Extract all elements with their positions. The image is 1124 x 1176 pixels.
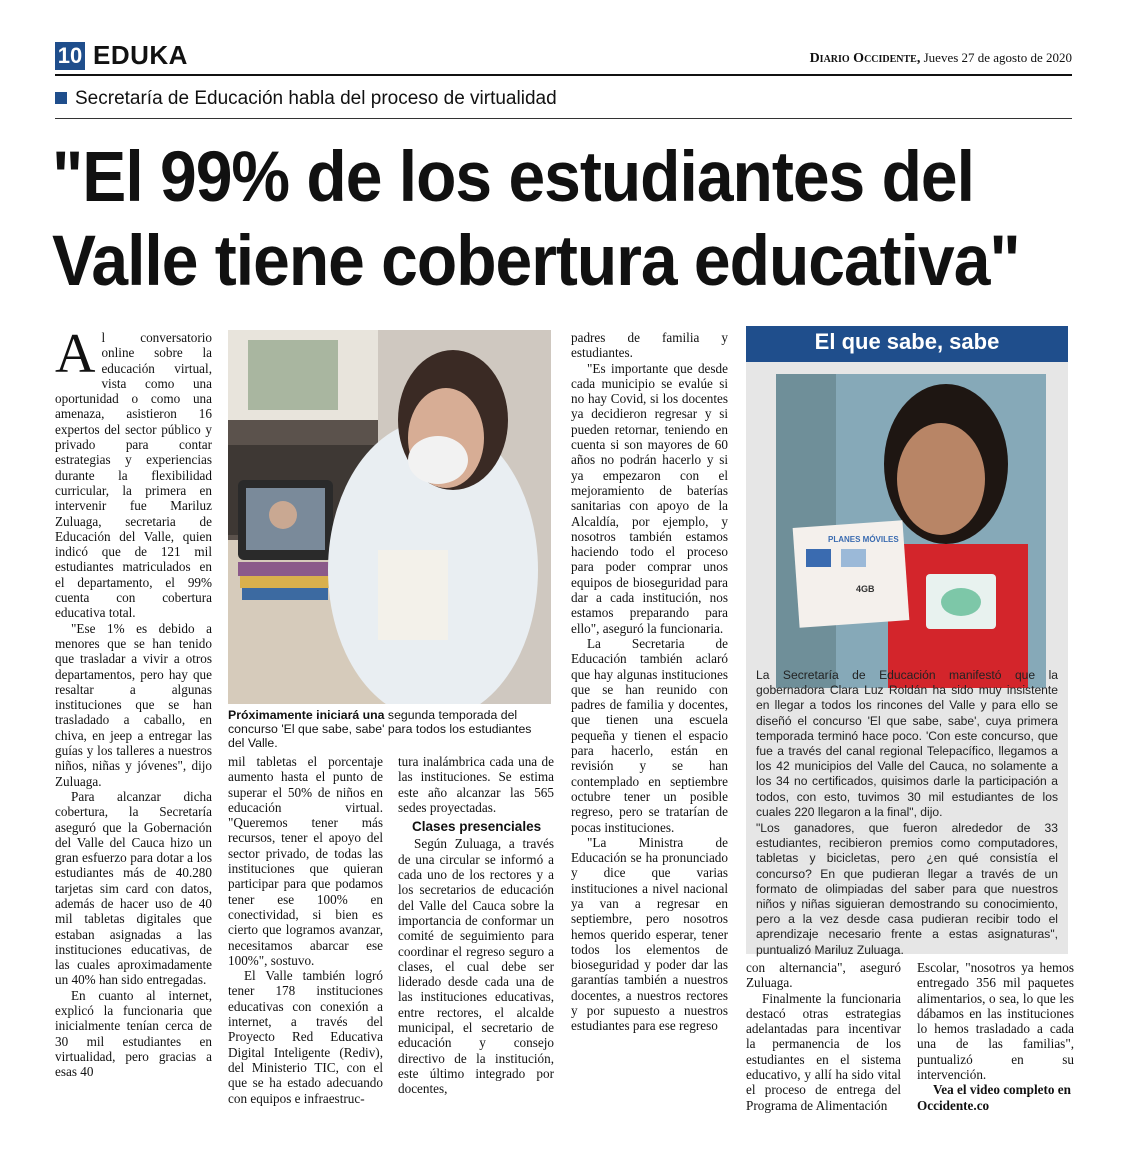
article-paragraph: Según Zuluaga, a través de una circular se informó a cada uno de los rectores y a los secretarios de educación del Valle del Cauca sobre la importancia de conformar un comité de seguimiento para coordinar el regreso seguro a clases, el cual debe ser liderado desde cada una de las instituciones educativas, entre rectores, el alcalde municipal, el secretario de educación y consejo directivo de la institución, este último integrado por docentes, bbox=[398, 836, 554, 1097]
kicker-rule bbox=[55, 118, 1072, 119]
article-paragraph: Finalmente la funcionaria destacó otras estrategias adelantadas para incentivar la permanencia de los estudiantes en el sistema educativo, y allí ha sido vital el proceso de entrega del Programa de Alimentación bbox=[746, 990, 901, 1113]
article-column-3 bbox=[398, 754, 554, 1097]
square-bullet-icon bbox=[55, 92, 67, 104]
article-paragraph: Escolar, "nosotros ya hemos entregado 356 mil paquetes alimentarios, o sea, lo que les dábamos en las instituciones lo hemos trasladado a cada una de las familias", puntualizó en su intervención. bbox=[917, 960, 1074, 1083]
newspaper-name: Diario Occidente, bbox=[809, 51, 921, 66]
article-paragraph: "Es importante que desde cada municipio se evalúe si no hay Covid, si los docentes ya decidieron regresar y si pueden retornar, teniendo en cuenta si son mayores de 60 años no podrán hacerlo y si ya empezaron con el mejoramiento de baterías sanitarias con apoyo de la Alcaldía, por ejemplo, y nosotros también estamos haciendo todo el proceso para poder comprar unos equipos de bioseguridad para dar a cada institución, nos estamos preparando para ello", aseguró la funcionaria. bbox=[571, 360, 728, 636]
headline-line-2: Valle tiene cobertura educativa" bbox=[52, 220, 1020, 301]
sidebar-text bbox=[756, 668, 1058, 959]
article-paragraph: tura inalámbrica cada una de las instituciones. Se estima este año alcanzar las 565 sedes proyectadas. bbox=[398, 754, 554, 815]
article-column-6 bbox=[917, 960, 1074, 1113]
kicker-text: Secretaría de Educación habla del proceso de virtualidad bbox=[75, 88, 557, 109]
dropcap: A bbox=[55, 323, 96, 385]
flyer-heading: PLANES MÓVILES bbox=[828, 535, 899, 544]
woman-with-tablet-image bbox=[228, 330, 551, 704]
subheading: Clases presenciales bbox=[412, 819, 542, 835]
kicker bbox=[55, 88, 557, 110]
sidebar-title: El que sabe, sabe bbox=[746, 326, 1068, 362]
header-rule bbox=[55, 74, 1072, 76]
issue-date: Jueves 27 de agosto de 2020 bbox=[923, 50, 1072, 65]
caption-lead: Próximamente iniciará una bbox=[228, 708, 385, 722]
sidebar-paragraph: "Los ganadores, que fueron alrededor de 33 estudiantes, recibieron premios como computadores, tabletas y bicicletas, pero ¿en qué consistía el concurso? En que pudieran llegar a través de un formato de olimpiadas del saber para que nuestros niños y niñas siguieran demostrando su conocimiento, pero a la vez desde casa pudieran recibir todo el aprendizaje necesario frente a estas asignaturas", puntualizó Mariluz Zuluaga. bbox=[756, 821, 1058, 957]
flyer-data: 4GB bbox=[856, 584, 875, 594]
article-paragraph: padres de familia y estudiantes. bbox=[571, 330, 728, 361]
article-column-2 bbox=[228, 754, 383, 1106]
student-photo bbox=[776, 374, 1046, 688]
interview-photo bbox=[228, 330, 551, 704]
video-link-text[interactable]: Vea el video completo en Occidente.co bbox=[917, 1082, 1071, 1113]
sidebar-paragraph: La Secretaría de Educación manifestó que la gobernadora Clara Luz Roldán ha sido muy insistente en llegar a todos los rincones del Valle y para ello se diseñó el concurso 'El que sabe, sabe', cuya primera temporada terminó hace poco. 'Con este concurso, que fue a través del canal regional Telepacífico, llegamos a los 42 municipios del Valle del Cauca, no solamente a los 34 no certificados, quisimos darle la participación a todos, con esto, tuvimos 30 mil estudiantes de los cuales 220 llegaron a la final", dijo. bbox=[756, 668, 1058, 819]
student-holding-flyer-image bbox=[776, 374, 1046, 688]
photo-caption bbox=[228, 708, 551, 750]
article-paragraph: con alternancia", aseguró Zuluaga. bbox=[746, 960, 901, 991]
article-column-4 bbox=[571, 330, 728, 1034]
article-paragraph: "Ese 1% es debido a menores que se han tenido que trasladar a vivir a otros departamentos, pero hay que resaltar a algunas instituciones que se han trasladado a caballo, en chiva, en jeep a entregar las guías y los talleres a nuestros niños, niñas y jóvenes", dijo Zuluaga. bbox=[55, 620, 212, 789]
headline-line-1: "El 99% de los estudiantes del bbox=[52, 136, 974, 217]
article-paragraph: mil tabletas el porcentaje aumento hasta el punto de superar el 50% de niños en educación virtual. "Queremos tener más recursos, tener el apoyo del sector privado, de todas las instituciones que quieran participar para que podamos tener ese 100% en conectividad, si bien es cierto que logramos avanzar, necesitamos abarcar ese 100%", sostuvo. bbox=[228, 754, 383, 968]
page-number: 10 bbox=[55, 42, 85, 70]
caption-text: segunda temporada del concurso 'El que sabe, sabe' para todos los estudiantes del Valle. bbox=[228, 708, 532, 750]
sidebar-box bbox=[746, 326, 1068, 957]
article-paragraph: El Valle también logró tener 178 instituciones educativas con conexión a internet, a través del Proyecto Red Educativa Digital Inteligente (Rediv), del Ministerio TIC, con el que se ha estado adecuando con equipos e infraestruc- bbox=[228, 968, 383, 1106]
article-column-1 bbox=[55, 323, 212, 1080]
headline bbox=[52, 134, 1082, 302]
article-paragraph: "La Ministra de Educación se ha pronunciado y dice que varias instituciones a nivel nacional ya van a regresar en septiembre, pero nosotros hemos querido esperar, tener todos los elementos de bioseguridad y poder dar las garantías también a nuestros docentes, a nuestros rectores y por supuesto a nuestros estudiantes para ese regreso bbox=[571, 834, 728, 1034]
article-lead: Al conversatorio online sobre la educación virtual, vista como una oportunidad o como una amenaza, asistieron 16 expertos del sector público y privado para contar estrategias y experiencias durante la flexibilidad curricular, la primera en intervenir fue Mariluz Zuluaga, secretaria de Educación del Valle, quien indicó que de 121 mil estudiantes matriculados en el departamento, el 99% cuenta con cobertura educativa total. bbox=[55, 323, 212, 621]
article-paragraph: En cuanto al internet, explicó la funcionaria que inicialmente tenían cerca de 30 mil estudiantes en virtualidad, pero gracias a esas 40 bbox=[55, 987, 212, 1080]
article-paragraph: La Secretaria de Educación también aclaró que hay algunas instituciones que se han reunido con padres de familia y docentes, que tienen una escuela pequeña y tienen el espacio para hacerlo, están en revisión y se han contemplado en septiembre octubre tener un posible regreso, pero se tratarían de pocas instituciones. bbox=[571, 635, 728, 835]
masthead bbox=[810, 50, 1072, 67]
section-name: EDUKA bbox=[93, 40, 188, 70]
article-paragraph: Para alcanzar dicha cobertura, la Secretaría aseguró que la Gobernación del Valle del Cauca hizo un gran esfuerzo para dotar a los estudiantes más de 40.280 tarjetas sim card con datos, además de hacer uso de 40 mil tabletas digitales que estaban asignadas a las instituciones educativas, de las cuales aproximadamente un 40% han sido entregadas. bbox=[55, 788, 212, 988]
article-column-5 bbox=[746, 960, 901, 1113]
